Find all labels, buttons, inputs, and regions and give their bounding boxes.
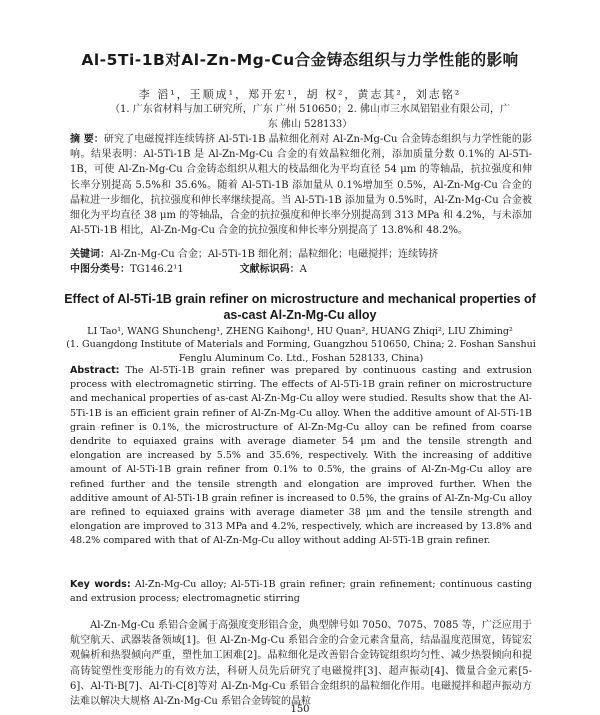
- chinese-keywords-text: Al-Zn-Mg-Cu 合金；Al-5Ti-1B 细化剂；晶粒细化；电磁搅拌；连续铸挤: [110, 249, 439, 260]
- chinese-title: Al-5Ti-1B对Al-Zn-Mg-Cu合金铸态组织与力学性能的影响: [81, 51, 519, 69]
- body-paragraph: Al-Zn-Mg-Cu 系铝合金属于高强度变形铝合金，典型牌号如 7050、7075、7085 等，广泛应用于航空航天、武器装备领域[1]。但 Al-Zn-Mg-Cu 系铝合金的合金元素含量高，结晶温度范围宽，铸锭宏观偏析和热裂倾向严重，塑性加工困难[2]。晶粒细化是改善铝合金铸锭组织均匀性、减少热裂倾向和提高铸锭塑性变形能力的有效方法，科研人员先后研究了电磁搅拌[3]、超声振动[4]、微量合金元素[5-6]、Al-Ti-B[7]、Al-Ti-C[8]等对 Al-Zn-Mg-Cu 系铝合金组织的晶粒细化作用。电磁搅拌和超声振动方法难以解决大规格 Al-Zn-Mg-Cu 系铝合金铸锭的晶粒: [70, 620, 532, 708]
- chinese-abstract-label: 摘 要：: [70, 134, 104, 145]
- document-code-value: A: [299, 264, 307, 275]
- english-abstract: [70, 364, 532, 549]
- english-abstract-label: Abstract:: [70, 365, 120, 376]
- chinese-authors: 李 滔¹，王顺成¹，郑开宏¹，胡 权²，黄志其²，刘志铭²: [138, 88, 462, 101]
- chinese-keywords-label: 关键词：: [70, 249, 110, 260]
- english-keywords: [70, 578, 532, 606]
- english-abstract-text: The Al-5Ti-1B grain refiner was prepared by continuous casting and extrusion process with electromagnetic stirring. The effects of Al-5Ti-1B grain refiner on microstructure and mechanical properties of as-cast Al-Zn-Mg-Cu alloy were studied. Results show that the Al-5Ti-1B is an efficient grain refiner of Al-Zn-Mg-Cu alloy. When the additive amount of Al-5Ti-1B grain refiner is 0.1%, the microstructure of Al-Zn-Mg-Cu alloy can be refined from coarse dendrite to equiaxed grains with average diameter 54 μm and the tensile strength and elongation are increased by 5.5% and 35.6%, respectively. With the increasing of additive amount of Al-5Ti-1B grain refiner from 0.1% to 0.5%, the grains of Al-Zn-Mg-Cu alloy are refined further and the tensile strength and elongation are improved further. When the additive amount of Al-5Ti-1B grain refiner is increased to 0.5%, the grains of Al-Zn-Mg-Cu alloy are refined to equiaxed grains with average diameter 38 μm and the tensile strength and elongation are improved to 313 MPa and 4.2%, respectively, which are increased by 13.8% and 48.2% compared with that of Al-Zn-Mg-Cu alloy without adding Al-5Ti-1B grain refiner.: [70, 365, 532, 547]
- classification-label: 中图分类号：: [70, 264, 130, 275]
- classification-value: TG146.2¹1: [130, 264, 184, 275]
- chinese-affiliation: （1. 广东省材料与加工研究所，广东 广州 510650；2. 佛山市三水凤铝铝业有限公司，广东 佛山 528133）: [110, 104, 510, 130]
- english-keywords-label: Key words:: [70, 579, 131, 590]
- chinese-keywords: [70, 248, 532, 262]
- classification-line: [70, 263, 532, 277]
- document-code-label: 文献标识码：: [239, 264, 300, 275]
- chinese-abstract-text: 研究了电磁搅拌连续铸挤 Al-5Ti-1B 晶粒细化剂对 Al-Zn-Mg-Cu 合金铸态组织与力学性能的影响。结果表明：Al-5Ti-1B 是 Al-Zn-Mg-Cu 合金的有效晶粒细化剂，添加质量分数 0.1%的 Al-5Ti-1B，可使 Al-Zn-Mg-Cu 合金铸态组织从粗大的枝晶细化为平均直径 54 μm 的等轴晶，抗拉强度和伸长率分别提高 5.5%和 35.6%。随着 Al-5Ti-1B 添加量从 0.1%增加至 0.5%，Al-Zn-Mg-Cu 合金的晶粒进一步细化，抗拉强度和伸长率继续提高。当 Al-5Ti-1B 添加量为 0.5%时，Al-Zn-Mg-Cu 合金被细化为平均直径 38 μm 的等轴晶，合金的抗拉强度和伸长率分别提高到 313 MPa 和 4.2%，与未添加 Al-5Ti-1B 相比，Al-Zn-Mg-Cu 合金的抗拉强度和伸长率分别提高了 13.8%和 48.2%。: [70, 134, 533, 237]
- chinese-abstract: [70, 132, 532, 238]
- english-affiliation: (1. Guangdong Institute of Materials and Forming, Guangzhou 510650, China; 2. Foshan Sanshui Fenglu Aluminum Co. Ltd., Foshan 528133, China): [66, 339, 536, 364]
- english-title: Effect of Al-5Ti-1B grain refiner on microstructure and mechanical properties of as-cast Al-Zn-Mg-Cu alloy: [64, 292, 536, 322]
- english-authors: LI Tao¹, WANG Shuncheng¹, ZHENG Kaihong¹, HU Quan², HUANG Zhiqi², LIU Zhiming²: [87, 326, 513, 337]
- english-keywords-text: Al-Zn-Mg-Cu alloy; Al-5Ti-1B grain refiner; grain refinement; continuous casting and extrusion process; electromagnetic stirring: [70, 579, 532, 605]
- page-number: 150: [290, 704, 310, 715]
